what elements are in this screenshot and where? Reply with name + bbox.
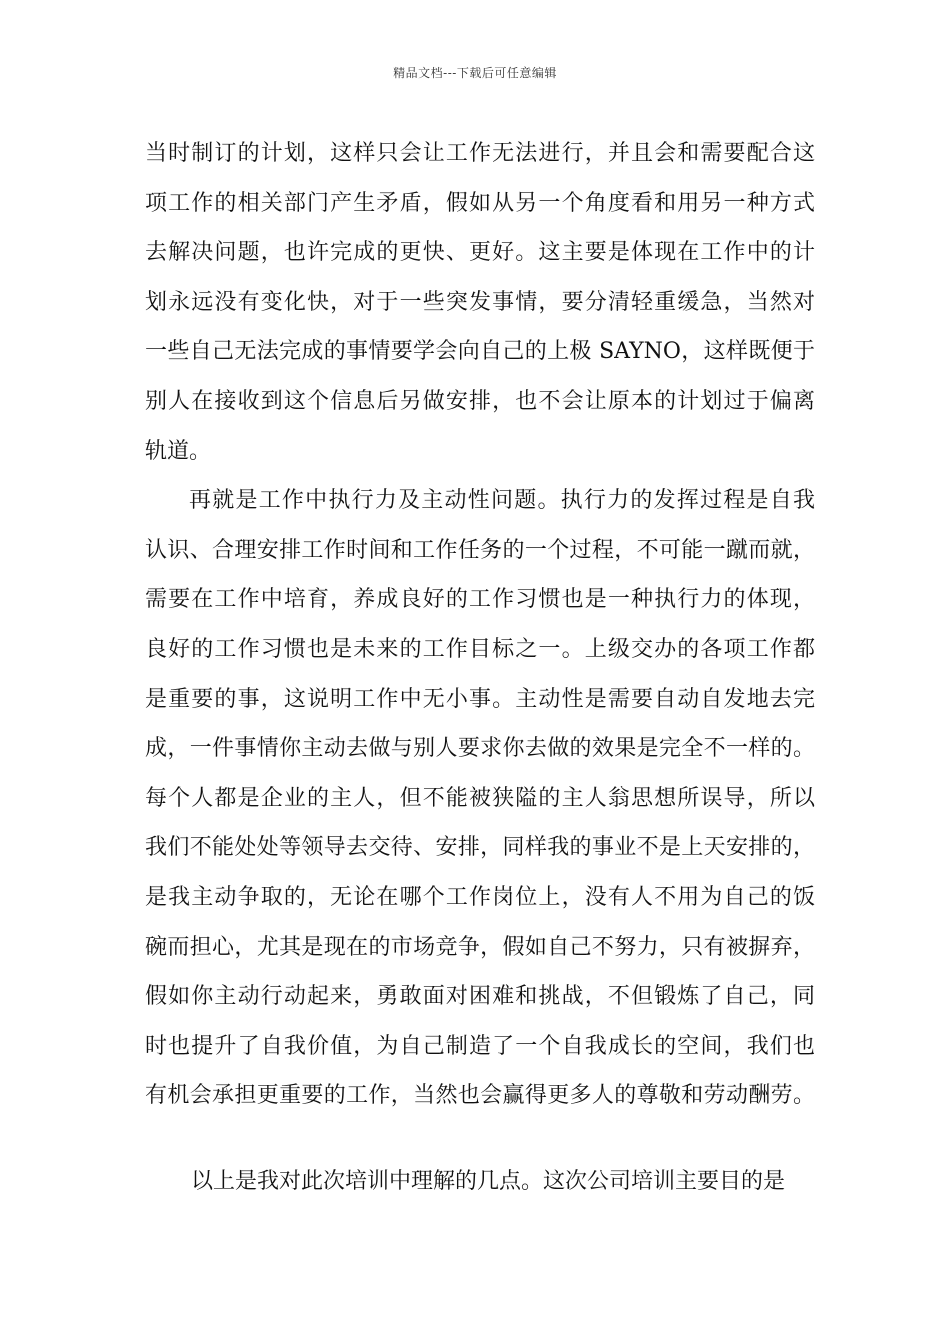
text-line: 成，一件事情你主动去做与别人要求你去做的效果是完全不一样的。 xyxy=(145,736,815,762)
paragraph-2 xyxy=(145,476,815,1121)
text-line: 碗而担心，尤其是现在的市场竞争，假如自己不努力，只有被摒弃， xyxy=(145,934,815,960)
text-line: 别人在接收到这个信息后另做安排，也不会让原本的计划过于偏离 xyxy=(145,388,815,414)
text-line: 假如你主动行动起来，勇敢面对困难和挑战，不但锻炼了自己，同 xyxy=(145,984,815,1010)
text-line: 一些自己无法完成的事情要学会向自己的上极 SAYNO，这样既便于 xyxy=(145,339,815,365)
text-line: 认识、合理安排工作时间和工作任务的一个过程，不可能一蹴而就， xyxy=(145,537,815,563)
text-line: 划永远没有变化快，对于一些突发事情，要分清轻重缓急，当然对 xyxy=(145,289,815,315)
text-line: 每个人都是企业的主人，但不能被狭隘的主人翁思想所误导，所以 xyxy=(145,785,815,811)
document-body xyxy=(145,129,815,1206)
text-line: 是我主动争取的，无论在哪个工作岗位上，没有人不用为自己的饭 xyxy=(145,884,815,910)
text-line: 项工作的相关部门产生矛盾，假如从另一个角度看和用另一种方式 xyxy=(145,190,815,216)
paragraph-3 xyxy=(145,1157,815,1207)
text-line: 再就是工作中执行力及主动性问题。执行力的发挥过程是自我 xyxy=(189,488,815,514)
page-header: 精品文档---下载后可任意编辑 xyxy=(393,66,557,80)
text-line: 是重要的事，这说明工作中无小事。主动性是需要自动自发地去完 xyxy=(145,686,815,712)
text-line: 时也提升了自我价值，为自己制造了一个自我成长的空间，我们也 xyxy=(145,1033,815,1059)
text-line: 我们不能处处等领导去交待、安排，同样我的事业不是上天安排的， xyxy=(145,835,815,861)
text-line: 轨道。 xyxy=(145,438,212,464)
paragraph-spacer xyxy=(145,1121,815,1157)
paragraph-1 xyxy=(145,129,815,476)
text-line: 良好的工作习惯也是未来的工作目标之一。上级交办的各项工作都 xyxy=(145,636,815,662)
text-line: 当时制订的计划，这样只会让工作无法进行，并且会和需要配合这 xyxy=(145,141,815,166)
text-line: 以上是我对此次培训中理解的几点。这次公司培训主要目的是 xyxy=(191,1168,786,1194)
text-line: 需要在工作中培育，养成良好的工作习惯也是一种执行力的体现， xyxy=(145,587,815,613)
text-line: 去解决问题，也许完成的更快、更好。这主要是体现在工作中的计 xyxy=(145,240,815,266)
text-line: 有机会承担更重要的工作，当然也会赢得更多人的尊敬和劳动酬劳。 xyxy=(145,1083,815,1109)
